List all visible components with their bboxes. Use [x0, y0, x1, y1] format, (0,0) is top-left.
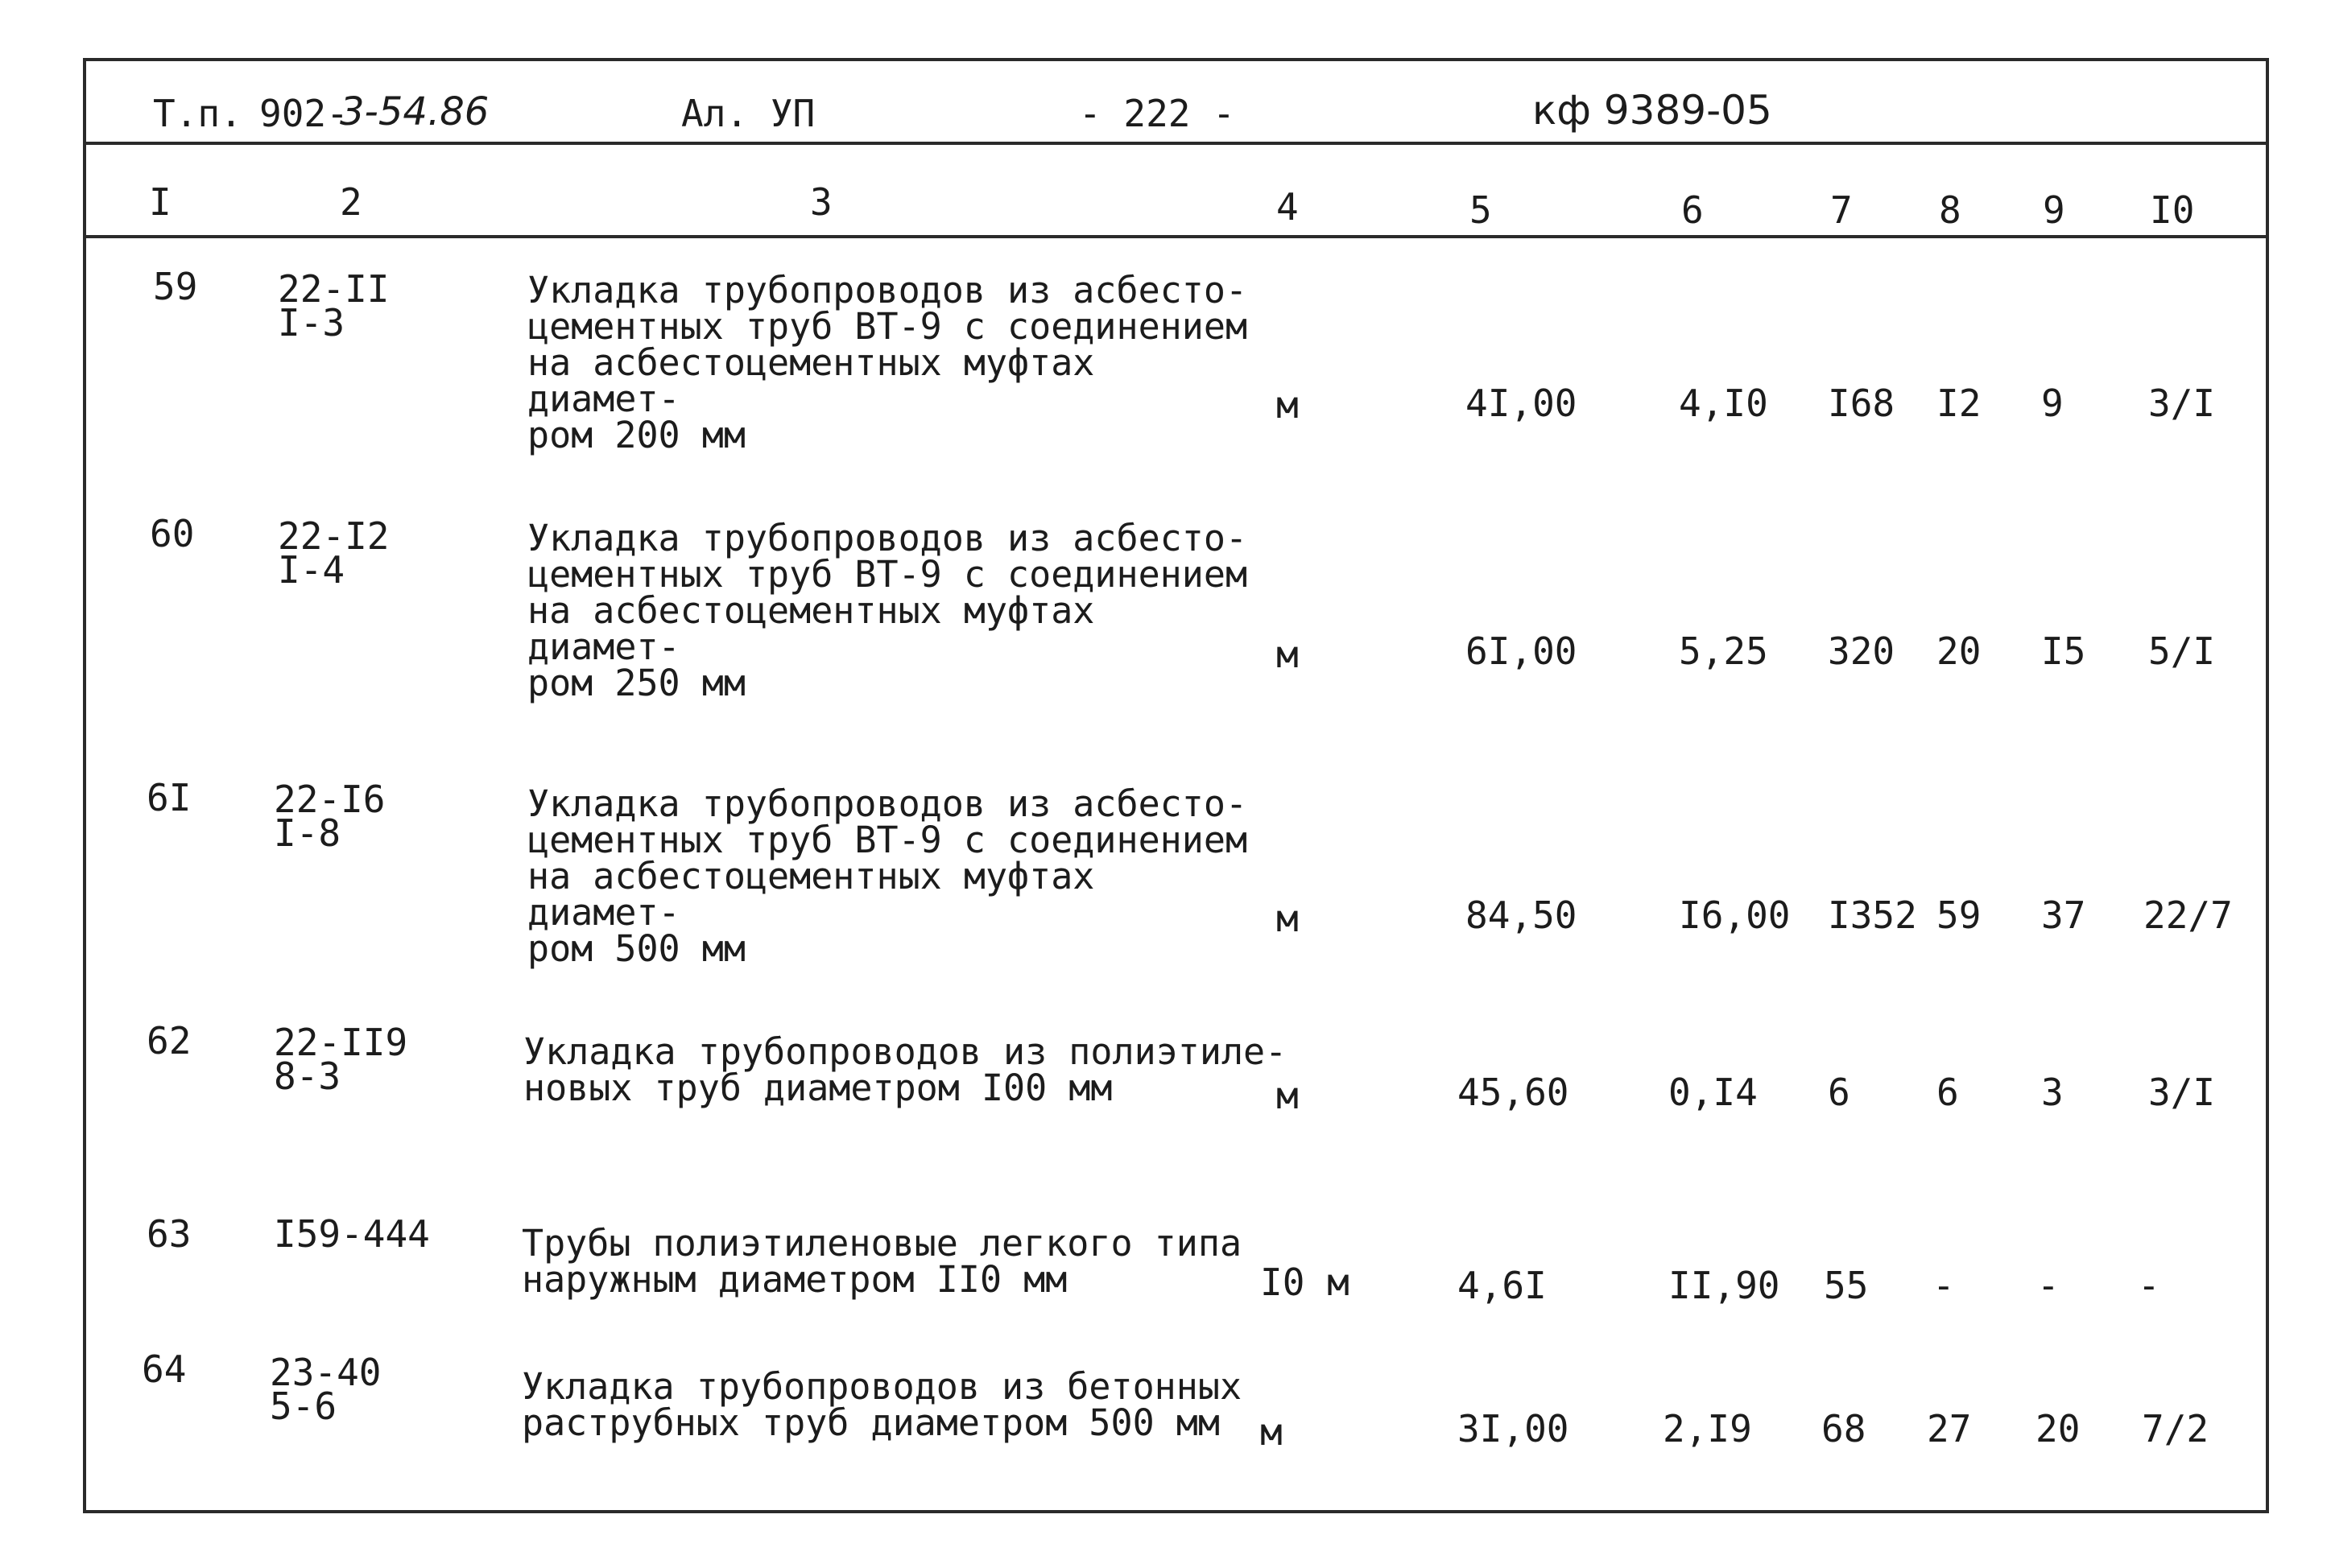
row-col9: -	[2037, 1264, 2060, 1307]
row-number: 63	[147, 1212, 192, 1256]
row-col8: 6	[1936, 1071, 1959, 1114]
row-number: 62	[147, 1019, 192, 1063]
header-divider	[86, 142, 2269, 145]
row-code-line1: I59-444	[274, 1212, 430, 1256]
row-col7: 55	[1824, 1264, 1869, 1307]
row-col7: I352	[1828, 893, 1917, 937]
row-col9: I5	[2041, 629, 2086, 673]
document-stamp: кф 9389-05	[1532, 87, 1772, 134]
column-header-1: I	[149, 180, 172, 224]
row-description: Укладка трубопроводов из полиэтиле- новых труб диаметром I00 мм	[523, 1030, 1287, 1109]
row-number: 6I	[147, 776, 192, 819]
row-col10: 5/I	[2148, 629, 2216, 673]
row-col10: 22/7	[2143, 893, 2233, 937]
row-unit: I0 м	[1260, 1261, 1349, 1304]
row-unit: м	[1276, 633, 1299, 676]
row-description: Укладка трубопроводов из бетонных раструбных труб диаметром 500 мм	[522, 1365, 1242, 1444]
row-col6: 0,I4	[1668, 1071, 1758, 1114]
row-col9: 20	[2035, 1407, 2081, 1450]
row-col5: 6I,00	[1465, 629, 1577, 673]
row-col8: I2	[1936, 382, 1982, 425]
row-code-line2: 5-6	[270, 1384, 337, 1428]
row-col6: II,90	[1668, 1264, 1780, 1307]
row-col7: 320	[1828, 629, 1895, 673]
row-col5: 45,60	[1457, 1071, 1569, 1114]
row-col5: 4,6I	[1457, 1264, 1547, 1307]
column-header-3: 3	[810, 180, 833, 224]
tp-label: Т.п.	[153, 92, 242, 135]
row-code-line1: 22-I2	[278, 514, 390, 558]
row-description: Укладка трубопроводов из асбесто- цементных труб ВТ-9 с соединением на асбестоцементных муфтах диамет- ром 250 мм	[527, 517, 1248, 704]
row-code-line1: 22-II	[278, 267, 390, 311]
tp-number-printed: 902-	[259, 92, 349, 135]
row-col5: 84,50	[1465, 893, 1577, 937]
row-col9: 3	[2041, 1071, 2064, 1114]
row-description: Укладка трубопроводов из асбесто- цементных труб ВТ-9 с соединением на асбестоцементных муфтах диамет- ром 500 мм	[527, 782, 1248, 970]
row-col10: 3/I	[2148, 382, 2216, 425]
row-description: Укладка трубопроводов из асбесто- цементных труб ВТ-9 с соединением на асбестоцементных муфтах диамет- ром 200 мм	[527, 269, 1248, 456]
column-header-10: I0	[2150, 188, 2195, 232]
row-col9: 37	[2041, 893, 2086, 937]
row-unit: м	[1276, 1074, 1299, 1117]
page-number: - 222 -	[1079, 92, 1235, 135]
row-col9: 9	[2041, 382, 2064, 425]
row-code-line1: 22-I6	[274, 778, 386, 821]
row-unit: м	[1260, 1410, 1283, 1454]
row-description: Трубы полиэтиленовые легкого типа наружным диаметром II0 мм	[522, 1222, 1242, 1301]
column-header-divider	[86, 235, 2269, 238]
album-label: Ал. УП	[681, 92, 816, 135]
row-col10: 3/I	[2148, 1071, 2216, 1114]
row-col8: -	[1932, 1264, 1955, 1307]
row-code-line2: I-3	[278, 301, 345, 345]
row-col10: 7/2	[2142, 1407, 2209, 1450]
row-col6: 4,I0	[1679, 382, 1768, 425]
column-header-6: 6	[1681, 188, 1704, 232]
row-col8: 59	[1936, 893, 1982, 937]
column-header-9: 9	[2043, 188, 2065, 232]
column-header-8: 8	[1939, 188, 1961, 232]
column-header-2: 2	[340, 180, 362, 224]
row-col6: 2,I9	[1663, 1407, 1752, 1450]
row-col8: 20	[1936, 629, 1982, 673]
column-header-7: 7	[1830, 188, 1853, 232]
row-col5: 3I,00	[1457, 1407, 1569, 1450]
row-col7: I68	[1828, 382, 1895, 425]
row-col6: I6,00	[1679, 893, 1791, 937]
row-col7: 68	[1821, 1407, 1866, 1450]
row-col7: 6	[1828, 1071, 1850, 1114]
row-col5: 4I,00	[1465, 382, 1577, 425]
row-col10: -	[2138, 1264, 2160, 1307]
row-code-line1: 22-II9	[274, 1021, 408, 1064]
row-number: 64	[142, 1347, 187, 1391]
row-col8: 27	[1927, 1407, 1972, 1450]
column-header-4: 4	[1276, 185, 1299, 229]
row-code-line2: 8-3	[274, 1054, 341, 1098]
row-code-line2: I-4	[278, 548, 345, 592]
row-number: 59	[153, 265, 198, 308]
row-unit: м	[1276, 383, 1299, 427]
column-header-5: 5	[1469, 188, 1492, 232]
row-col6: 5,25	[1679, 629, 1768, 673]
row-unit: м	[1276, 897, 1299, 940]
row-code-line1: 23-40	[270, 1351, 382, 1394]
row-code-line2: I-8	[274, 811, 341, 855]
row-number: 60	[150, 512, 195, 555]
tp-number-handwritten: 3-54.86	[340, 89, 490, 134]
